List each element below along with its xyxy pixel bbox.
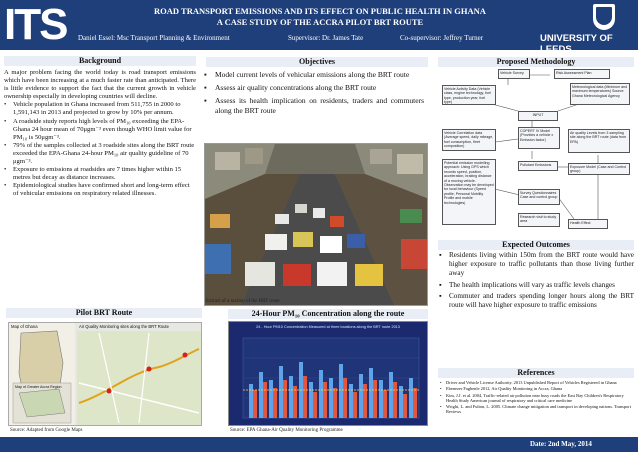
list-item: • Vehicle population in Ghana increased from 511,755 in 2000 to 1,591,143 in 2013 and projected to grow by 10% per annum. — [4, 101, 196, 117]
supervisor-name: Supervisor: Dr. James Tate — [288, 34, 364, 42]
list-item: ▪ Assess its health implication on residents, traders and commuters along the BRT route — [204, 96, 424, 116]
box-health-effect: Health Effect — [568, 219, 608, 229]
methodology-heading: Proposed Methodology — [438, 57, 634, 67]
list-item: ▪ Commuter and traders spending longer hours along the BRT route will have higher exposure to traffic emissions — [439, 292, 634, 310]
list-item: • Wright, L. and Fulton, L. 2005. Climate change mitigation and transport in developing nations. Transport Reviews — [440, 404, 634, 415]
pm-chart-heading: 24-Hour PM₁₀ Concentration along the route — [228, 309, 428, 319]
list-item: • Exposure to emissions at roadsides are 7 times higher within 15 metres but decay as distance increases. — [4, 166, 196, 182]
poster-subtitle: A CASE STUDY OF THE ACCRA PILOT BRT ROUTE — [216, 17, 424, 27]
outcomes-section — [439, 251, 634, 312]
list-item: • A roadside study reports high levels of PM₁₀ exceeding the EPA- Ghana 24 hour mean of 70μgm⁻³ even though WHO limit value for PM₁₀ is 50μgm⁻³. — [4, 118, 196, 142]
box-survey-questionnaires: Survey Questionnaires Case and control group — [518, 189, 560, 205]
co-supervisor-name: Co-supervisor: Jeffrey Turner — [400, 34, 484, 42]
background-heading: Background — [4, 56, 196, 66]
references-heading: References — [438, 368, 634, 378]
university-name: UNIVERSITY OF LEEDS — [540, 33, 613, 55]
outcomes-heading: Expected Outcomes — [438, 240, 634, 250]
photo-caption: Extract of a section of the BRT route — [206, 299, 280, 304]
background-intro: A major problem facing the world today is road transport emissions which have been increasing at a much faster rate than anticipated. There is little evidence to support the fact that the current growth in vehicle ownership especially in developing countries will decline. — [4, 69, 196, 101]
references-section — [440, 380, 634, 416]
list-item: • Epidemiological studies have confirmed short and long-term effect of vehicular emissions on respiratory related illnesses. — [4, 182, 196, 198]
map-label-accra: Map of Greater Accra Region — [15, 385, 62, 389]
list-item: • 79% of the samples collected at 3 roadside sites along the BRT route exceeded the EPA-Ghana 24-hour PM₁₀ air quality guideline of 70 μgm⁻³. — [4, 142, 196, 166]
objectives-section — [204, 70, 424, 119]
objectives-heading: Objectives — [206, 57, 428, 67]
box-vehicle-survey: Vehicle Survey — [498, 69, 530, 79]
box-vehicle-correlation: Vehicle Correlation data (Average speed, daily mileage, fuel consumption, fleet composition) — [442, 129, 496, 151]
poster-title: ROAD TRANSPORT EMISSIONS AND ITS EFFECT ON PUBLIC HEALTH IN GHANA — [154, 6, 486, 16]
list-item: ▪ Residents living within 150m from the BRT route would have higher exposure to traffic pollutants than those living further away — [439, 251, 634, 279]
background-section — [4, 69, 196, 199]
map-source: Source: Adapted from Google Maps — [10, 428, 83, 433]
box-research-visit: Research visit to study area — [518, 213, 560, 227]
box-risk-plan: Risk Assessment Plan — [554, 69, 610, 79]
box-exposure: Exposure Model (Case and Control group) — [568, 163, 630, 175]
list-item: ▪ Assess air quality concentrations along the BRT route — [204, 83, 424, 93]
pm-chart-title: 24 - Hour PM10 Concentration Measured at three locations along the BRT route 2013 — [256, 325, 400, 329]
box-pollutant: Pollutant Emissions — [518, 161, 558, 171]
university-crest-icon — [593, 4, 615, 30]
traffic-photo — [204, 143, 428, 306]
list-item: • Kim, J.J. et al. 2004, Traffic-related air pollution near busy roads the East Bay Children's Respiratory Health Study American journal of respiratory and critical care medicine — [440, 393, 634, 404]
box-vehicle-activity: Vehicle Activity Data (Vehicle class, engine technology, fuel type, production year, fuel type) — [442, 85, 496, 105]
box-potential-approach: Potential emission modelling approach: Using GPS which records speed, position, acceleration, braking distance of a moving vehicle. Observation may be developed for local behaviour (Speed profile, Personal Mobility Profile and mobile technologies) — [442, 159, 496, 225]
background-bullets — [4, 101, 196, 198]
route-maps — [8, 322, 202, 426]
box-air-quality: Air quality Levels from 3 sampling site along the BRT route (data from EPA) — [568, 129, 630, 153]
methodology-diagram — [438, 67, 634, 239]
box-input: INPUT — [518, 111, 558, 121]
pilot-route-heading: Pilot BRT Route — [6, 308, 202, 318]
list-item: ▪ The health implications will vary as traffic levels changes — [439, 281, 634, 290]
box-met-data: Meteorological data (Minimum and maximum temperatures) Source: Ghana Meteorological Agency — [570, 83, 630, 105]
list-item: • Ebenezer Fagbenle 2012, Air Quality Monitoring in Accra, Ghana — [440, 386, 634, 391]
pm-chart-source: Source: EPA Ghana-Air Quality Monitoring Programme — [230, 428, 343, 433]
list-item: ▪ Model current levels of vehicular emissions along the BRT route — [204, 70, 424, 80]
its-logo: ITS — [4, 0, 67, 49]
pm-chart — [228, 321, 428, 426]
author-name: Daniel Essel: Msc Transport Planning & Environment — [78, 34, 230, 42]
map-label-sites: Air Quality Monitoring sites along the BRT Route — [79, 324, 169, 329]
map-label-ghana: Map of Ghana — [11, 324, 38, 329]
box-copert: COPERT IV Model (Provides a vehicle x Emission factor) — [518, 127, 560, 149]
list-item: • Driver and Vehicle License Authority. 2013 Unpublished Report of Vehicles Registered in Ghana — [440, 380, 634, 385]
poster-date: Date: 2nd May, 2014 — [530, 440, 592, 448]
